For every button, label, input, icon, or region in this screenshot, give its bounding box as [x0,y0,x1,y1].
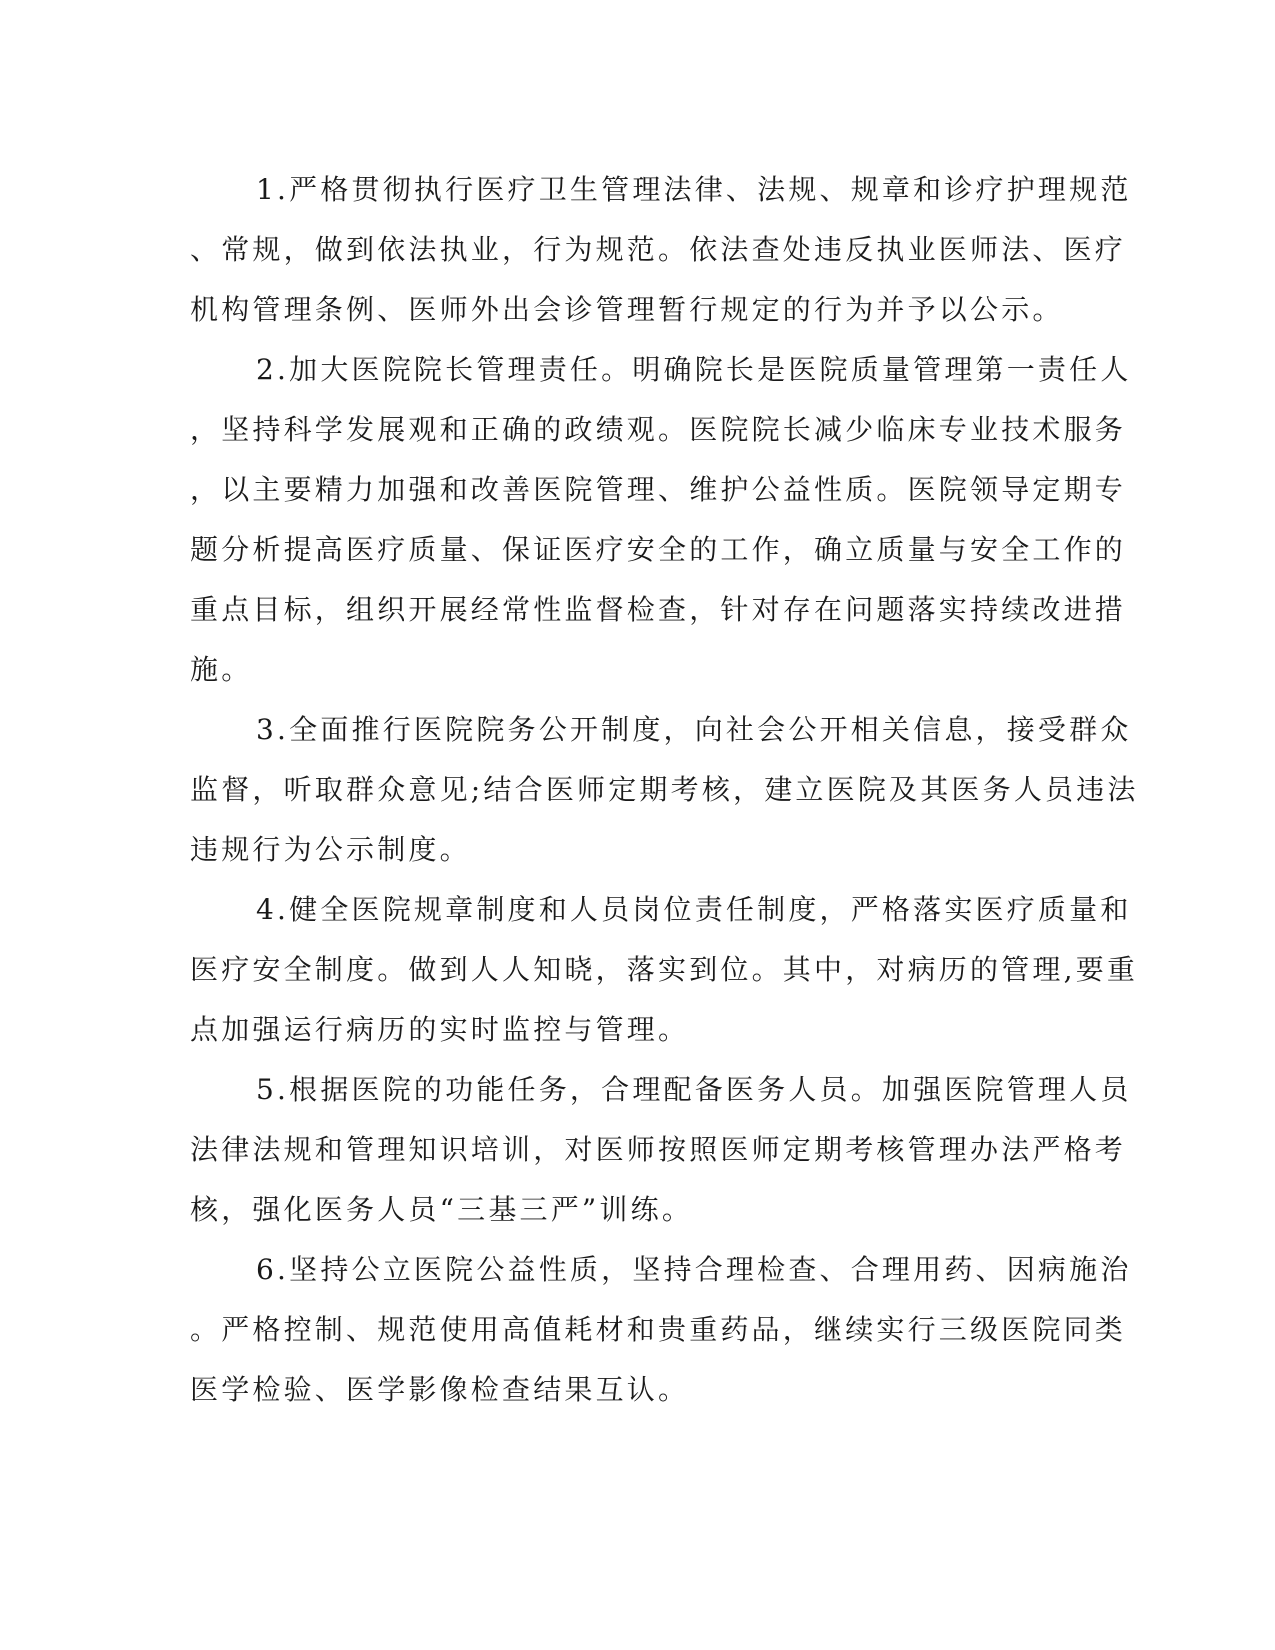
paragraph-4 [190,880,1139,1060]
paragraph-line: 。严格控制、规范使用高值耗材和贵重药品，继续实行三级医院同类 [190,1313,1127,1346]
paragraph-line: 医学检验、医学影像检查结果互认。 [190,1373,690,1406]
paragraph-line: ，以主要精力加强和改善医院管理、维护公益性质。医院领导定期专 [190,473,1127,506]
paragraph-line: 违规行为公示制度。 [190,833,471,866]
paragraph-line: 施。 [190,653,253,686]
paragraph-line: 题分析提高医疗质量、保证医疗安全的工作，确立质量与安全工作的 [190,533,1127,566]
paragraph-line: 5.根据医院的功能任务，合理配备医务人员。加强医院管理人员 [256,1073,1132,1106]
paragraph-line: 核，强化医务人员“三基三严”训练。 [190,1193,694,1226]
paragraph-line: 监督，听取群众意见;结合医师定期考核，建立医院及其医务人员违法 [190,773,1139,806]
paragraph-line: ，坚持科学发展观和正确的政绩观。医院院长减少临床专业技术服务 [190,413,1127,446]
paragraph-line: 3.全面推行医院院务公开制度，向社会公开相关信息，接受群众 [256,713,1132,746]
paragraph-1 [190,160,1132,340]
paragraph-line: 6.坚持公立医院公益性质，坚持合理检查、合理用药、因病施治 [256,1253,1132,1286]
paragraph-line: 4.健全医院规章制度和人员岗位责任制度，严格落实医疗质量和 [256,893,1132,926]
paragraph-line: 1.严格贯彻执行医疗卫生管理法律、法规、规章和诊疗护理规范 [256,173,1132,206]
paragraph-2 [190,340,1132,700]
paragraph-line: 医疗安全制度。做到人人知晓，落实到位。其中，对病历的管理,要重 [190,953,1139,986]
paragraph-line: 、常规，做到依法执业，行为规范。依法查处违反执业医师法、医疗 [190,233,1127,266]
paragraph-line: 机构管理条例、医师外出会诊管理暂行规定的行为并予以公示。 [190,293,1064,326]
paragraph-3 [190,700,1139,880]
paragraph-line: 2.加大医院院长管理责任。明确院长是医院质量管理第一责任人 [256,353,1132,386]
paragraph-line: 点加强运行病历的实时监控与管理。 [190,1013,690,1046]
document-body [190,160,1139,1420]
paragraph-line: 重点目标，组织开展经常性监督检查，针对存在问题落实持续改进措 [190,593,1127,626]
paragraph-line: 法律法规和管理知识培训，对医师按照医师定期考核管理办法严格考 [190,1133,1127,1166]
paragraph-6 [190,1240,1132,1420]
paragraph-5 [190,1060,1132,1240]
